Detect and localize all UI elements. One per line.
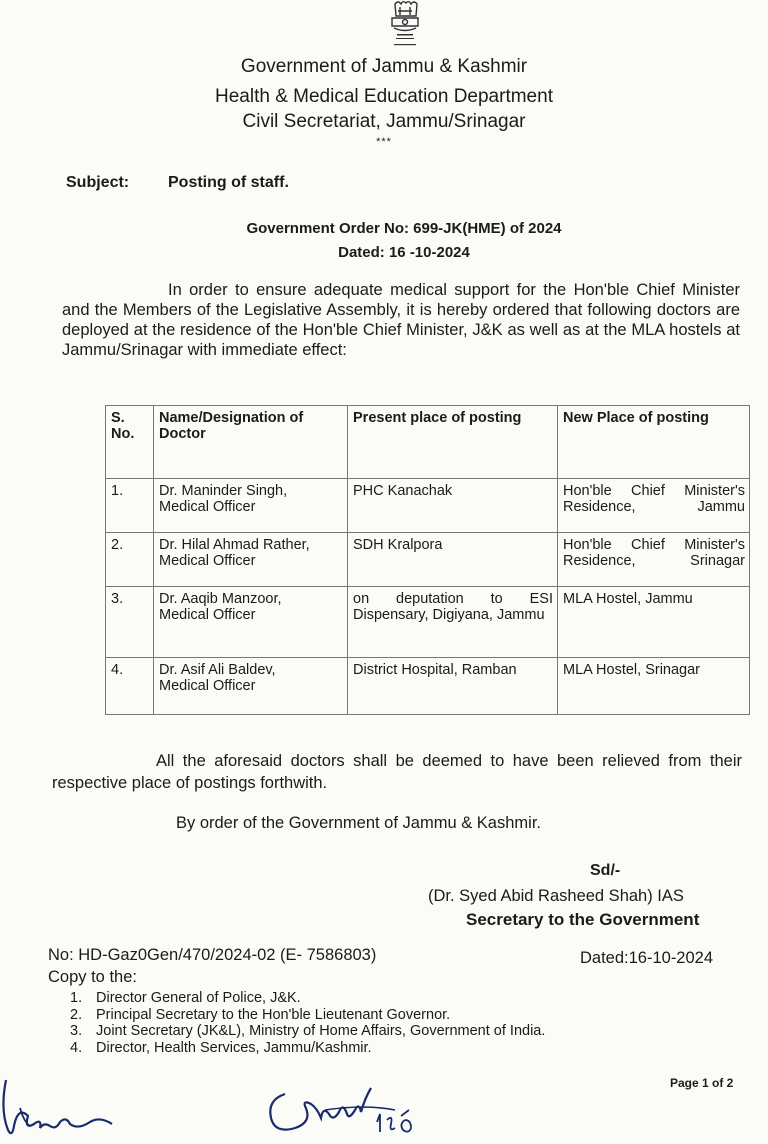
by-order-line: By order of the Government of Jammu & Kashmir. [176, 814, 541, 832]
cell-present: SDH Kralpora [348, 533, 558, 587]
page-number: Page 1 of 2 [670, 1076, 734, 1090]
doctor-name: Dr. Asif Ali Baldev, [159, 662, 276, 678]
header-sno: S. No. [106, 406, 154, 479]
cell-new: Hon'ble Chief Minister's Residence, Jammu [558, 479, 750, 533]
copy-item-text: Director General of Police, J&K. [96, 990, 301, 1006]
subject-label: Subject: [66, 174, 130, 191]
order-number: Government Order No: 699-JK(HME) of 2024 [246, 220, 562, 237]
doctor-designation: Medical Officer [159, 553, 256, 569]
sd-mark: Sd/- [590, 862, 621, 879]
doctor-designation: Medical Officer [159, 678, 256, 694]
table-row [106, 658, 750, 715]
cell-name [154, 533, 348, 587]
handwritten-signature-left-icon [0, 1068, 118, 1144]
cell-new: Hon'ble Chief Minister's Residence, Srinagar [558, 533, 750, 587]
header-secretariat: Civil Secretariat, Jammu/Srinagar [242, 111, 526, 132]
doctor-name: Dr. Aaqib Manzoor, [159, 591, 282, 607]
reference-number: No: HD-Gaz0Gen/470/2024-02 (E- 7586803) [48, 946, 377, 964]
copy-item-text: Joint Secretary (JK&L), Ministry of Home Affairs, Government of India. [96, 1023, 546, 1039]
list-item: 3. Joint Secretary (JK&L), Ministry of Home Affairs, Government of India. [70, 1023, 546, 1039]
cell-sno: 3. [106, 587, 154, 658]
subject-text: Posting of staff. [168, 174, 289, 191]
header-name: Name/Designation of Doctor [154, 406, 348, 479]
table-row [106, 533, 750, 587]
cell-name [154, 479, 348, 533]
cell-new: MLA Hostel, Srinagar [558, 658, 750, 715]
cell-present: on deputation to ESI Dispensary, Digiyana, Jammu [348, 587, 558, 658]
cell-name [154, 587, 348, 658]
header-new: New Place of posting [558, 406, 750, 479]
doctor-name: Dr. Maninder Singh, [159, 483, 288, 499]
table-header-row [106, 406, 750, 479]
table-row [106, 587, 750, 658]
cell-name [154, 658, 348, 715]
state-emblem-icon [378, 0, 432, 52]
handwritten-initials-icon [255, 1080, 425, 1144]
copy-to-list [70, 990, 545, 1056]
cell-present: PHC Kanachak [348, 479, 558, 533]
copy-item-text: Director, Health Services, Jammu/Kashmir. [96, 1039, 372, 1056]
relieved-paragraph: All the aforesaid doctors shall be deemed to have been relieved from their respective place of postings forthwith. [52, 752, 742, 792]
copy-item-text: Principal Secretary to the Hon'ble Lieutenant Governor. [96, 1006, 451, 1023]
table-row [106, 479, 750, 533]
cell-present: District Hospital, Ramban [348, 658, 558, 715]
order-dated: Dated: 16 -10-2024 [338, 244, 470, 261]
header-present: Present place of posting [348, 406, 558, 479]
list-item: 4. Director, Health Services, Jammu/Kashmir. [70, 1039, 372, 1056]
doctor-designation: Medical Officer [159, 499, 256, 515]
signatory-name: (Dr. Syed Abid Rasheed Shah) IAS [428, 887, 684, 905]
doctor-designation: Medical Officer [159, 607, 256, 623]
cell-sno: 4. [106, 658, 154, 715]
list-item: 1. Director General of Police, J&K. [70, 990, 301, 1006]
cell-new: MLA Hostel, Jammu [558, 587, 750, 658]
cell-sno: 1. [106, 479, 154, 533]
header-department: Health & Medical Education Department [215, 86, 553, 107]
header-government: Government of Jammu & Kashmir [240, 56, 528, 77]
list-item: 2. Principal Secretary to the Hon'ble Lieutenant Governor. [70, 1006, 451, 1023]
intro-paragraph: In order to ensure adequate medical support for the Hon'ble Chief Minister and the Members of the Legislative Assembly, it is hereby ordered that following doctors are deployed at the residence of the Hon'ble Chief Minister, J&K as well as at the MLA hostels at Jammu/Srinagar with immediate effect: [62, 281, 740, 359]
header-stars: *** [376, 136, 392, 148]
copy-to-label: Copy to the: [48, 968, 137, 986]
subject-line [66, 174, 289, 192]
signatory-title: Secretary to the Government [466, 910, 700, 929]
cell-sno: 2. [106, 533, 154, 587]
doctor-name: Dr. Hilal Ahmad Rather, [159, 537, 310, 553]
reference-dated: Dated:16-10-2024 [580, 949, 714, 967]
staff-posting-table [105, 405, 750, 715]
